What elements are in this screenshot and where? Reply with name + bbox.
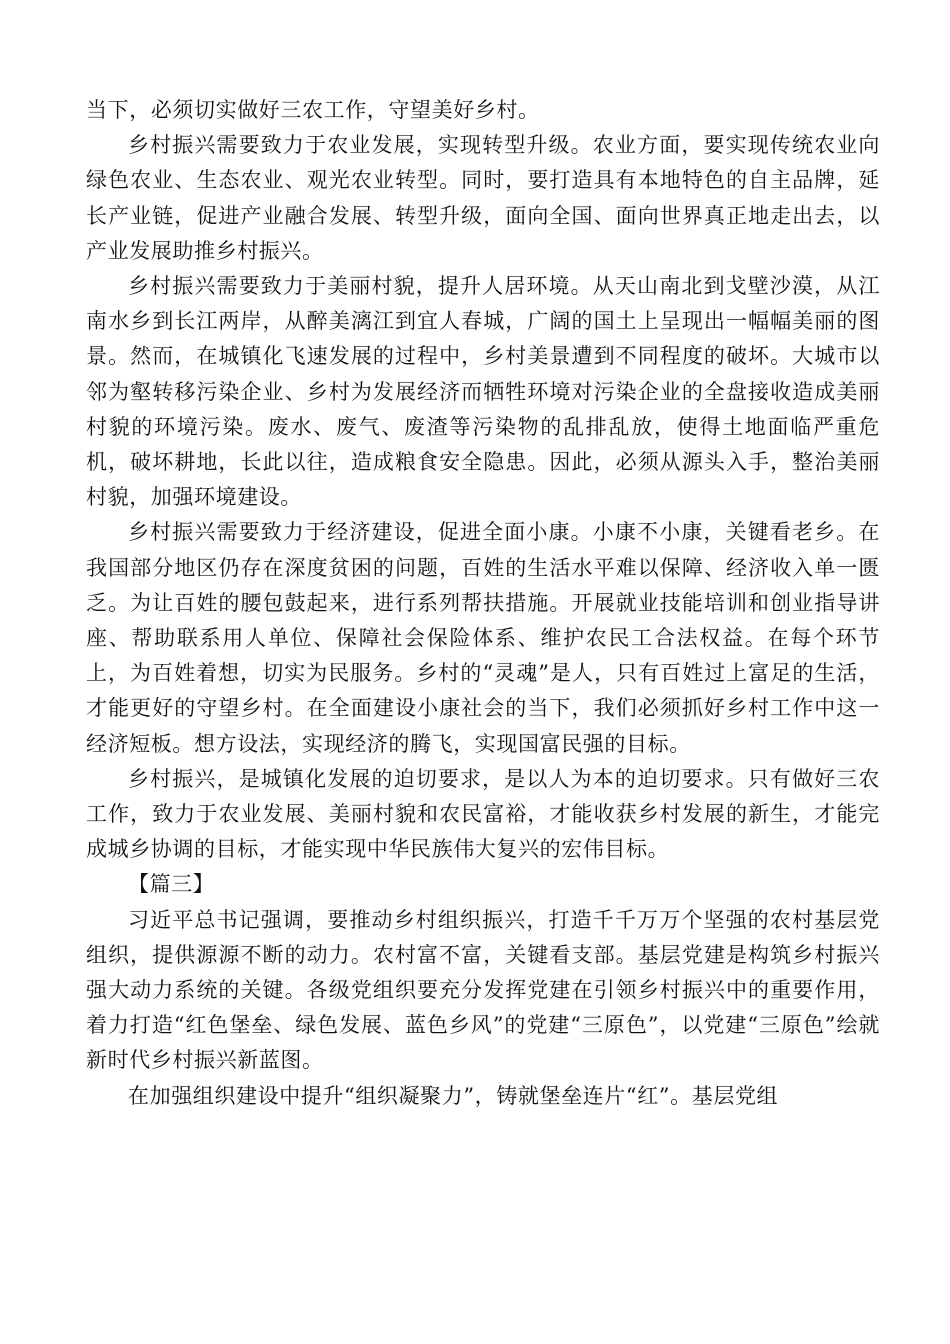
paragraph-conclusion: 乡村振兴，是城镇化发展的迫切要求，是以人为本的迫切要求。只有做好三农工作，致力于农业发展、美丽村貌和农民富裕，才能收获乡村发展的新生，才能完成城乡协调的目标，才能实现中华民族伟大复兴的宏伟目标。	[86, 766, 880, 862]
paragraph-village-environment: 乡村振兴需要致力于美丽村貌，提升人居环境。从天山南北到戈壁沙漠，从江南水乡到长江两岸，从醉美漓江到宜人春城，广阔的国土上呈现出一幅幅美丽的图景。然而，在城镇化飞速发展的过程中，乡村美景遭到不同程度的破坏。大城市以邻为壑转移污染企业、乡村为发展经济而牺牲环境对污染企业的全盘接收造成美丽村貌的环境污染。废水、废气、废渣等污染物的乱排乱放，使得土地面临严重危机，破坏耕地，长此以往，造成粮食安全隐患。因此，必须从源头入手，整治美丽村貌，加强环境建设。	[86, 274, 880, 510]
paragraph-organization: 习近平总书记强调，要推动乡村组织振兴，打造千千万万个坚强的农村基层党组织，提供源源不断的动力。农村富不富，关键看支部。基层党建是构筑乡村振兴强大动力系统的关键。各级党组织要充分发挥党建在引领乡村振兴中的重要作用，着力打造“红色堡垒、绿色发展、蓝色乡风”的党建“三原色”，以党建“三原色”绘就新时代乡村振兴新蓝图。	[86, 907, 880, 1073]
paragraph-economy: 乡村振兴需要致力于经济建设，促进全面小康。小康不小康，关键看老乡。在我国部分地区仍存在深度贫困的问题，百姓的生活水平难以保障、经济收入单一匮乏。为让百姓的腰包鼓起来，进行系列帮扶措施。开展就业技能培训和创业指导讲座、帮助联系用人单位、保障社会保险体系、维护农民工合法权益。在每个环节上，为百姓着想，切实为民服务。乡村的“灵魂”是人，只有百姓过上富足的生活，才能更好的守望乡村。在全面建设小康社会的当下，我们必须抓好乡村工作中这一经济短板。想方设法，实现经济的腾飞，实现国富民强的目标。	[86, 520, 880, 756]
document-page	[86, 93, 880, 1114]
paragraph-organization-cont: 在加强组织建设中提升“组织凝聚力”，铸就堡垒连片“红”。基层党组	[128, 1083, 779, 1108]
paragraph-agriculture: 乡村振兴需要致力于农业发展，实现转型升级。农业方面，要实现传统农业向绿色农业、生态农业、观光农业转型。同时，要打造具有本地特色的自主品牌，延长产业链，促进产业融合发展、转型升级，面向全国、面向世界真正地走出去，以产业发展助推乡村振兴。	[86, 133, 880, 263]
section-heading: 【篇三】	[128, 872, 215, 897]
paragraph-continuation: 当下，必须切实做好三农工作，守望美好乡村。	[86, 98, 540, 122]
